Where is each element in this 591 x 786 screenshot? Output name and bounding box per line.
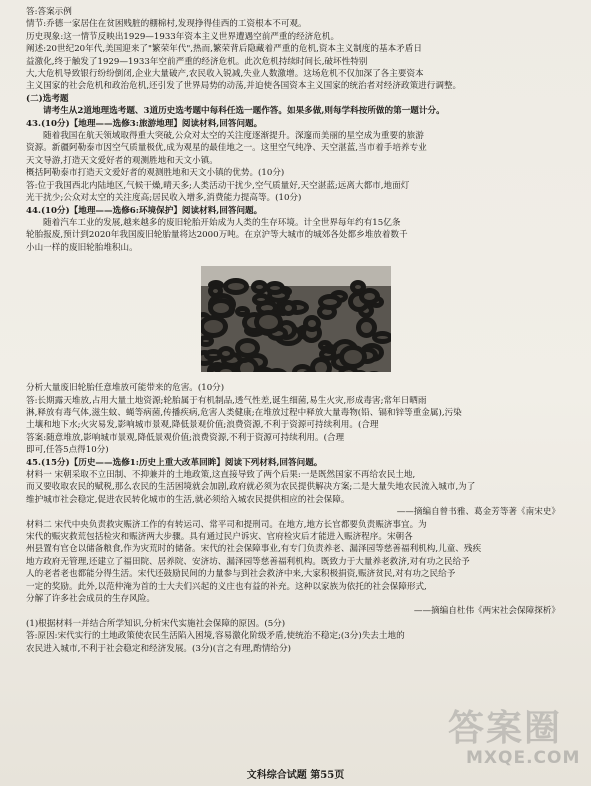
text-line: ——摘编自杜伟《两宋社会保障探析》	[413, 606, 560, 617]
text-line: 随着汽车工业的发展,越来越多的废旧轮胎开始成为人类的生存环境。计全世界每年约有15亿条	[43, 217, 401, 228]
text-line: 材料二 宋代中央负责救灾赈济工作的有转运司、常平司和提刑司。在地方,地方长官都要负责赈济事宜。为	[26, 519, 427, 530]
tire-shape	[318, 294, 342, 310]
text-line: 请考生从2道地理选考题、3道历史选考题中每科任选一题作答。如果多做,则每学科按所做的第一题计分。	[43, 106, 445, 117]
text-line: 情节:乔德一家居住在贫困贱脏的棚棉村,发现挣得佳西的工资根本不可观。	[26, 19, 307, 30]
text-line: 宋代的赈灾救荒包括检灾和赈济两大步骤。具有通过民户诉灾、官府检灾后才能进入赈济程序。宋朝各	[26, 532, 413, 542]
text-line: 答:答案示例	[26, 7, 72, 17]
text-line: 历史现象:这一情节反映出1929—1933年资本主义世界遭遇空前严重的经济危机。	[26, 31, 340, 42]
text-line: 州县置有官仓以储备粮食,作为灾荒时的储备。宋代的社会保障事业,有专门负责养老、漏泽园等慈善福利机构,儿童、残疾	[26, 544, 482, 555]
text-line: 人的老者老也都能分得生活。宋代还鼓励民间的力量参与到社会救济中来,大家积极捐资,赈济贫民,对有功之民给予	[26, 569, 456, 580]
tire-shape	[235, 338, 260, 358]
text-block-top	[26, 6, 566, 254]
watermark-url: MXQE.COM	[466, 748, 581, 768]
text-line: 地方政府无管理,还建立了福田院、居养院、安济坊、漏泽园等慈善福利机构。既致力于大量养老救济,对有功之民给予	[26, 556, 470, 567]
text-line: 轮胎报废,预计到2020年我国废旧轮胎量将达2000万吨。在京沪等大城市的城郊各处都乡堆放着数千	[26, 230, 408, 241]
text-line: 天文导游,打造天文爱好者的观测胜地和天文小镇。	[26, 155, 218, 166]
text-line: 45.(15分)【历史——选修1:历史上重大改革回眸】阅读下列材料,回答问题。	[26, 457, 323, 468]
page-content	[26, 6, 566, 655]
text-line: 维护城市社会稳定,促进农民转化城市的生活,就必须给入城农民提供相应的社会保障。	[26, 494, 350, 505]
text-line: 大,大危机导致银行纷纷倒闭,企业大量破产,农民收入锐减,失业人数激增。这场危机不仅加深了各主要资本	[26, 69, 424, 80]
text-line: 分解了许多社会成员的生存风险。	[26, 594, 155, 605]
text-line: 资源。新疆阿勒泰市因空气质量极优,成为观星的最佳地之一。这里空气纯净、天空湛蓝,当市着手培养专业	[26, 143, 427, 154]
text-line: 光干扰少;公众对太空的关注度高;居民收入增多,消费能力提高等。(10分)	[26, 193, 302, 204]
page-footer: 文科综合试题 第55页	[246, 770, 345, 781]
text-line: 淋,释放有毒气体,滋生蚊、蝇等病菌,传播疾病,危害人类健康;在堆放过程中释放大量毒物(铅、镉和锌等重金属),污染	[26, 407, 462, 418]
text-line: 随着我国在航天领域取得重大突破,公众对太空的关注度逐渐提升。深邃而美丽的星空成为重要的旅游	[43, 131, 424, 142]
text-line: ——摘编自曾书雅、葛金芳等著《南宋史》	[396, 507, 560, 518]
text-line: 即可,任答5点得10分)	[26, 445, 109, 456]
text-line: 44.(10分)【地理——选修6:环境保护】阅读材料,回答问题。	[26, 205, 263, 216]
photo-container	[26, 266, 566, 372]
tire-shape	[223, 278, 249, 295]
tire-shape	[339, 345, 367, 369]
watermark-logo-text: 答案圈	[448, 708, 563, 749]
tire-shape	[303, 315, 321, 332]
text-line: 材料一 宋朝采取不立田制、不抑兼并的土地政策,这直接导致了两个后果:一是既然国家不再给农民土地,	[26, 469, 416, 480]
tire-shape	[208, 298, 234, 318]
text-line: 而又要收取农民的赋税,那么农民的生活困境就会加剧,政府就必须为农民提供解决方案;二是大量失地农民流入城市,为了	[26, 482, 476, 493]
text-line: 分析大量废旧轮胎任意堆放可能带来的危害。(10分)	[26, 383, 225, 394]
text-line: 农民进入城市,不利于社会稳定和经济发展。(3分)(言之有理,酌情给分)	[26, 643, 291, 654]
text-line: 答:长期露天堆放,占用大量土地资源;轮胎属于有机制品,透气性差,诞生细菌,易生火灾,形成毒害;常年日晒雨	[26, 395, 427, 406]
tire-shape	[372, 331, 391, 344]
text-line: (二)选考题	[26, 93, 69, 104]
tire-shape	[366, 371, 382, 372]
text-line: 答案:随意堆放,影响城市景观,降低景观价值;浪费资源,不利于资源可持续利用。(合理	[26, 432, 345, 443]
text-line: 答:位于我国西北内陆地区,气候干燥,晴天多;人类活动干扰少,空气质量好,天空湛蓝;远离大都市,地面灯	[26, 180, 410, 191]
text-block-bottom	[26, 382, 566, 655]
text-line: 一定的奖励。此外,以范仲淹为首的士大夫们兴起的义庄也有益的补充。这种以家族为依托的社会保障形式,	[26, 581, 427, 592]
tire-shape	[310, 357, 332, 372]
tire-pile-photo	[201, 266, 391, 372]
text-line: 土壤和地下水;火灾易发,影响城市景观,降低景观价值;浪费资源,不利于资源可持续利用。(合理	[26, 420, 379, 431]
text-line: (1)根据材料一并结合所学知识,分析宋代实施社会保障的原因。(5分)	[26, 618, 286, 629]
text-line: 答:原因:宋代实行的土地政策使农民生活陷入困境,容易激化阶级矛盾,使统治不稳定;(3分)失去土地的	[26, 631, 405, 642]
text-line: 阐述:20世纪20年代,美国迎来了"繁荣年代",热而,繁荣背后隐藏着严重的危机,资本主义制度的基本矛盾日	[26, 44, 422, 55]
text-line: 43.(10分)【地理——选修3:旅游地理】阅读材料,回答问题。	[26, 118, 263, 129]
text-line: 主义国家的社会危机和政治危机,还引发了世界局势的动荡,并迫使各国资本主义国家的统治者对经济政策进行调整。	[26, 81, 462, 92]
text-line: 小山一样的废旧轮胎堆积山。	[26, 242, 138, 253]
tire-shape	[254, 310, 283, 334]
text-line: 概括阿勒泰市打造天文爱好者的观测胜地和天文小镇的优势。(10分)	[26, 168, 285, 179]
tire-shape	[201, 315, 228, 338]
text-line: 益激化,终于触发了1929—1933年空前严重的经济危机。此次危机持续时间长,破坏性特别	[26, 56, 368, 67]
